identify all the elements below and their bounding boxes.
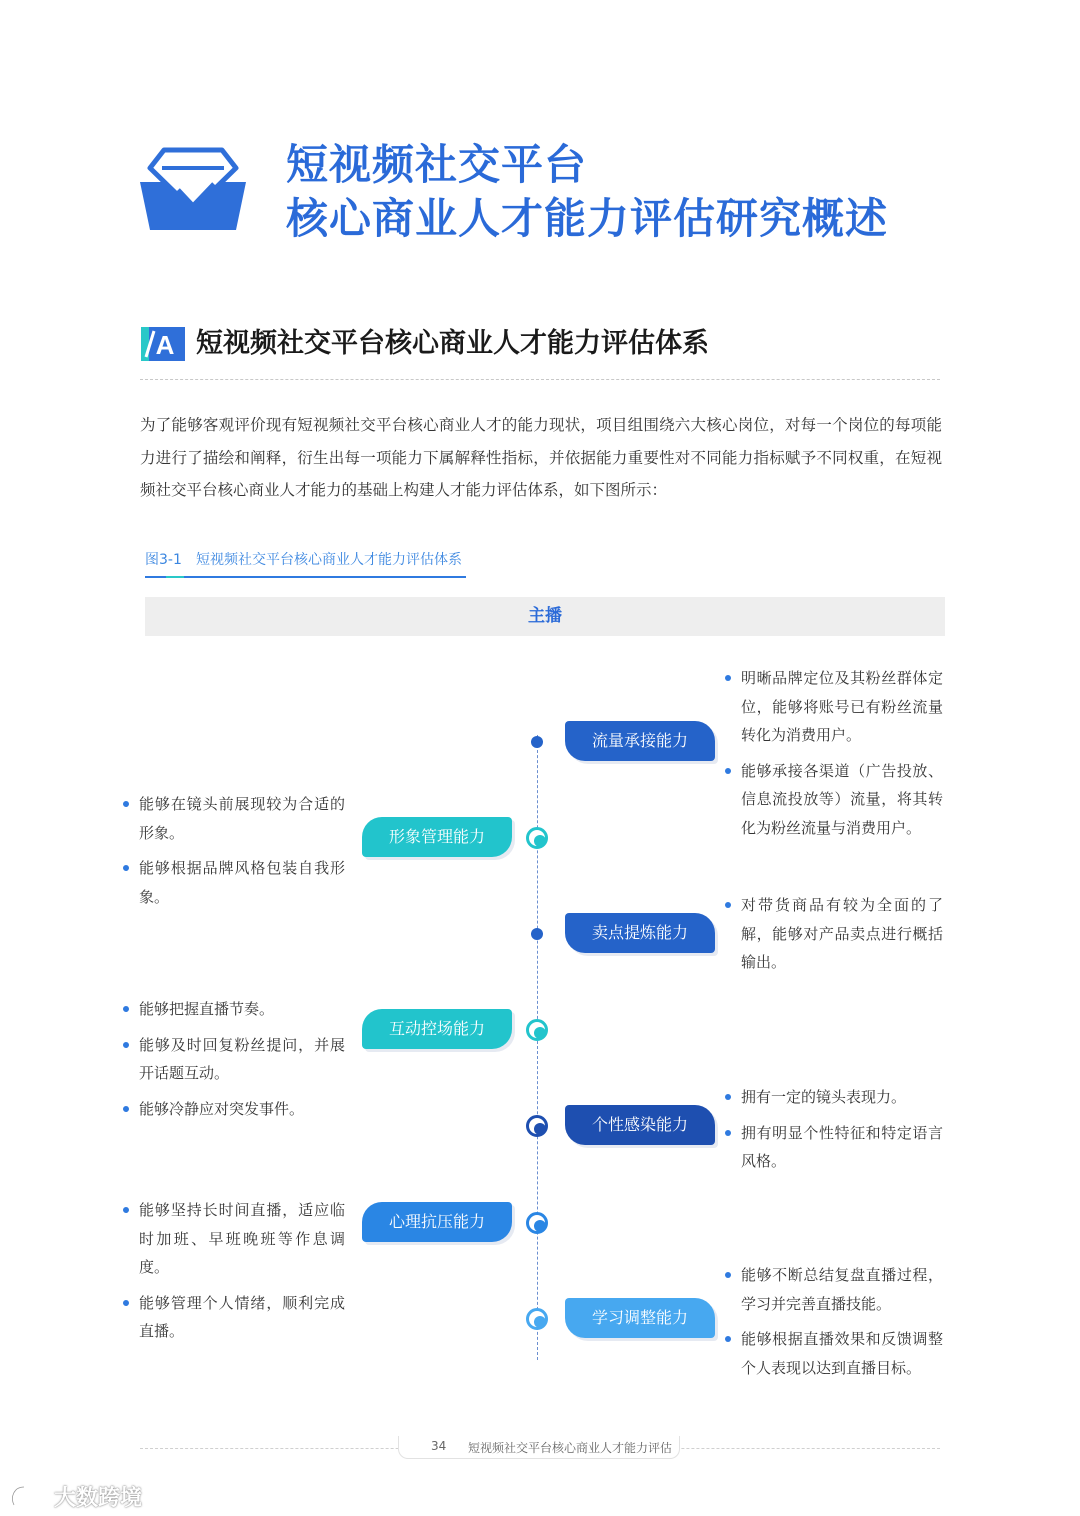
list-item: 能够管理个人情绪，顺利完成直播。 <box>123 1289 345 1346</box>
list-item: 能够不断总结复盘直播过程，学习并完善直播技能。 <box>725 1261 943 1318</box>
list-item: 能够坚持长时间直播，适应临时加班、早班晚班等作息调度。 <box>123 1196 345 1282</box>
watermark-text: 大数跨境 <box>54 1486 143 1511</box>
list-item: 能够及时回复粉丝提问，并展开话题互动。 <box>123 1031 345 1088</box>
timeline-node <box>526 1212 548 1234</box>
list-item: 拥有明显个性特征和特定语言风格。 <box>725 1119 943 1176</box>
ability-tag: 卖点提炼能力 <box>565 913 715 953</box>
timeline-node <box>526 827 548 849</box>
timeline-node <box>531 736 543 748</box>
svg-text:A: A <box>155 330 175 360</box>
section-title: 短视频社交平台核心商业人才能力评估体系 <box>196 328 709 359</box>
ability-points <box>123 790 345 918</box>
list-item: 能够根据品牌风格包装自我形象。 <box>123 854 345 911</box>
figure-title: 短视频社交平台核心商业人才能力评估体系 <box>196 552 462 568</box>
ability-points <box>725 1261 943 1389</box>
page-number: 34 <box>431 1439 447 1453</box>
ability-tag: 形象管理能力 <box>362 817 512 857</box>
intro-paragraph: 为了能够客观评价现有短视频社交平台核心商业人才的能力现状，项目组围绕六大核心岗位，对每一个岗位的每项能力进行了描绘和阐释，衍生出每一项能力下属解释性指标，并依据能力重要性对不同能力指标赋予不同权重，在短视频社交平台核心商业人才能力的基础上构建人才能力评估体系，如下图所示： <box>140 416 942 499</box>
figure-underline <box>145 576 466 578</box>
list-item: 能够承接各渠道（广告投放、信息流投放等）流量，将其转化为粉丝流量与消费用户。 <box>725 757 943 843</box>
figure-label: 图3-1 <box>145 552 182 568</box>
ability-points <box>123 995 345 1130</box>
list-item: 能够把握直播节奏。 <box>123 995 345 1024</box>
ability-tag: 个性感染能力 <box>565 1105 715 1145</box>
ability-points <box>725 1083 943 1183</box>
list-item: 能够冷静应对突发事件。 <box>123 1095 345 1124</box>
ability-tag: 学习调整能力 <box>565 1298 715 1338</box>
ability-tag: 心理抗压能力 <box>362 1202 512 1242</box>
page-title-line-1: 短视频社交平台 <box>286 140 588 189</box>
timeline-node <box>526 1308 548 1330</box>
timeline-node <box>531 928 543 940</box>
ability-points <box>725 664 943 849</box>
ability-points <box>725 891 943 984</box>
timeline-node <box>526 1019 548 1041</box>
ability-tag: 流量承接能力 <box>565 721 715 761</box>
timeline-node <box>526 1115 548 1137</box>
list-item: 明晰品牌定位及其粉丝群体定位，能够将账号已有粉丝流量转化为消费用户。 <box>725 664 943 750</box>
list-item: 对带货商品有较为全面的了解，能够对产品卖点进行概括输出。 <box>725 891 943 977</box>
page-title-line-2: 核心商业人才能力评估研究概述 <box>286 194 889 243</box>
figure-underline-accent <box>166 576 184 578</box>
role-header: 主播 <box>145 597 945 636</box>
list-item: 能够根据直播效果和反馈调整个人表现以达到直播目标。 <box>725 1325 943 1382</box>
shield-check-logo-icon <box>140 146 246 230</box>
watermark-logo-icon <box>8 1481 52 1511</box>
list-item: 拥有一定的镜头表现力。 <box>725 1083 943 1112</box>
ability-points <box>123 1196 345 1353</box>
list-item: 能够在镜头前展现较为合适的形象。 <box>123 790 345 847</box>
footer-title: 短视频社交平台核心商业人才能力评估 <box>468 1441 673 1455</box>
ability-tag: 互动控场能力 <box>362 1009 512 1049</box>
section-badge <box>141 327 185 361</box>
section-divider <box>140 379 940 380</box>
